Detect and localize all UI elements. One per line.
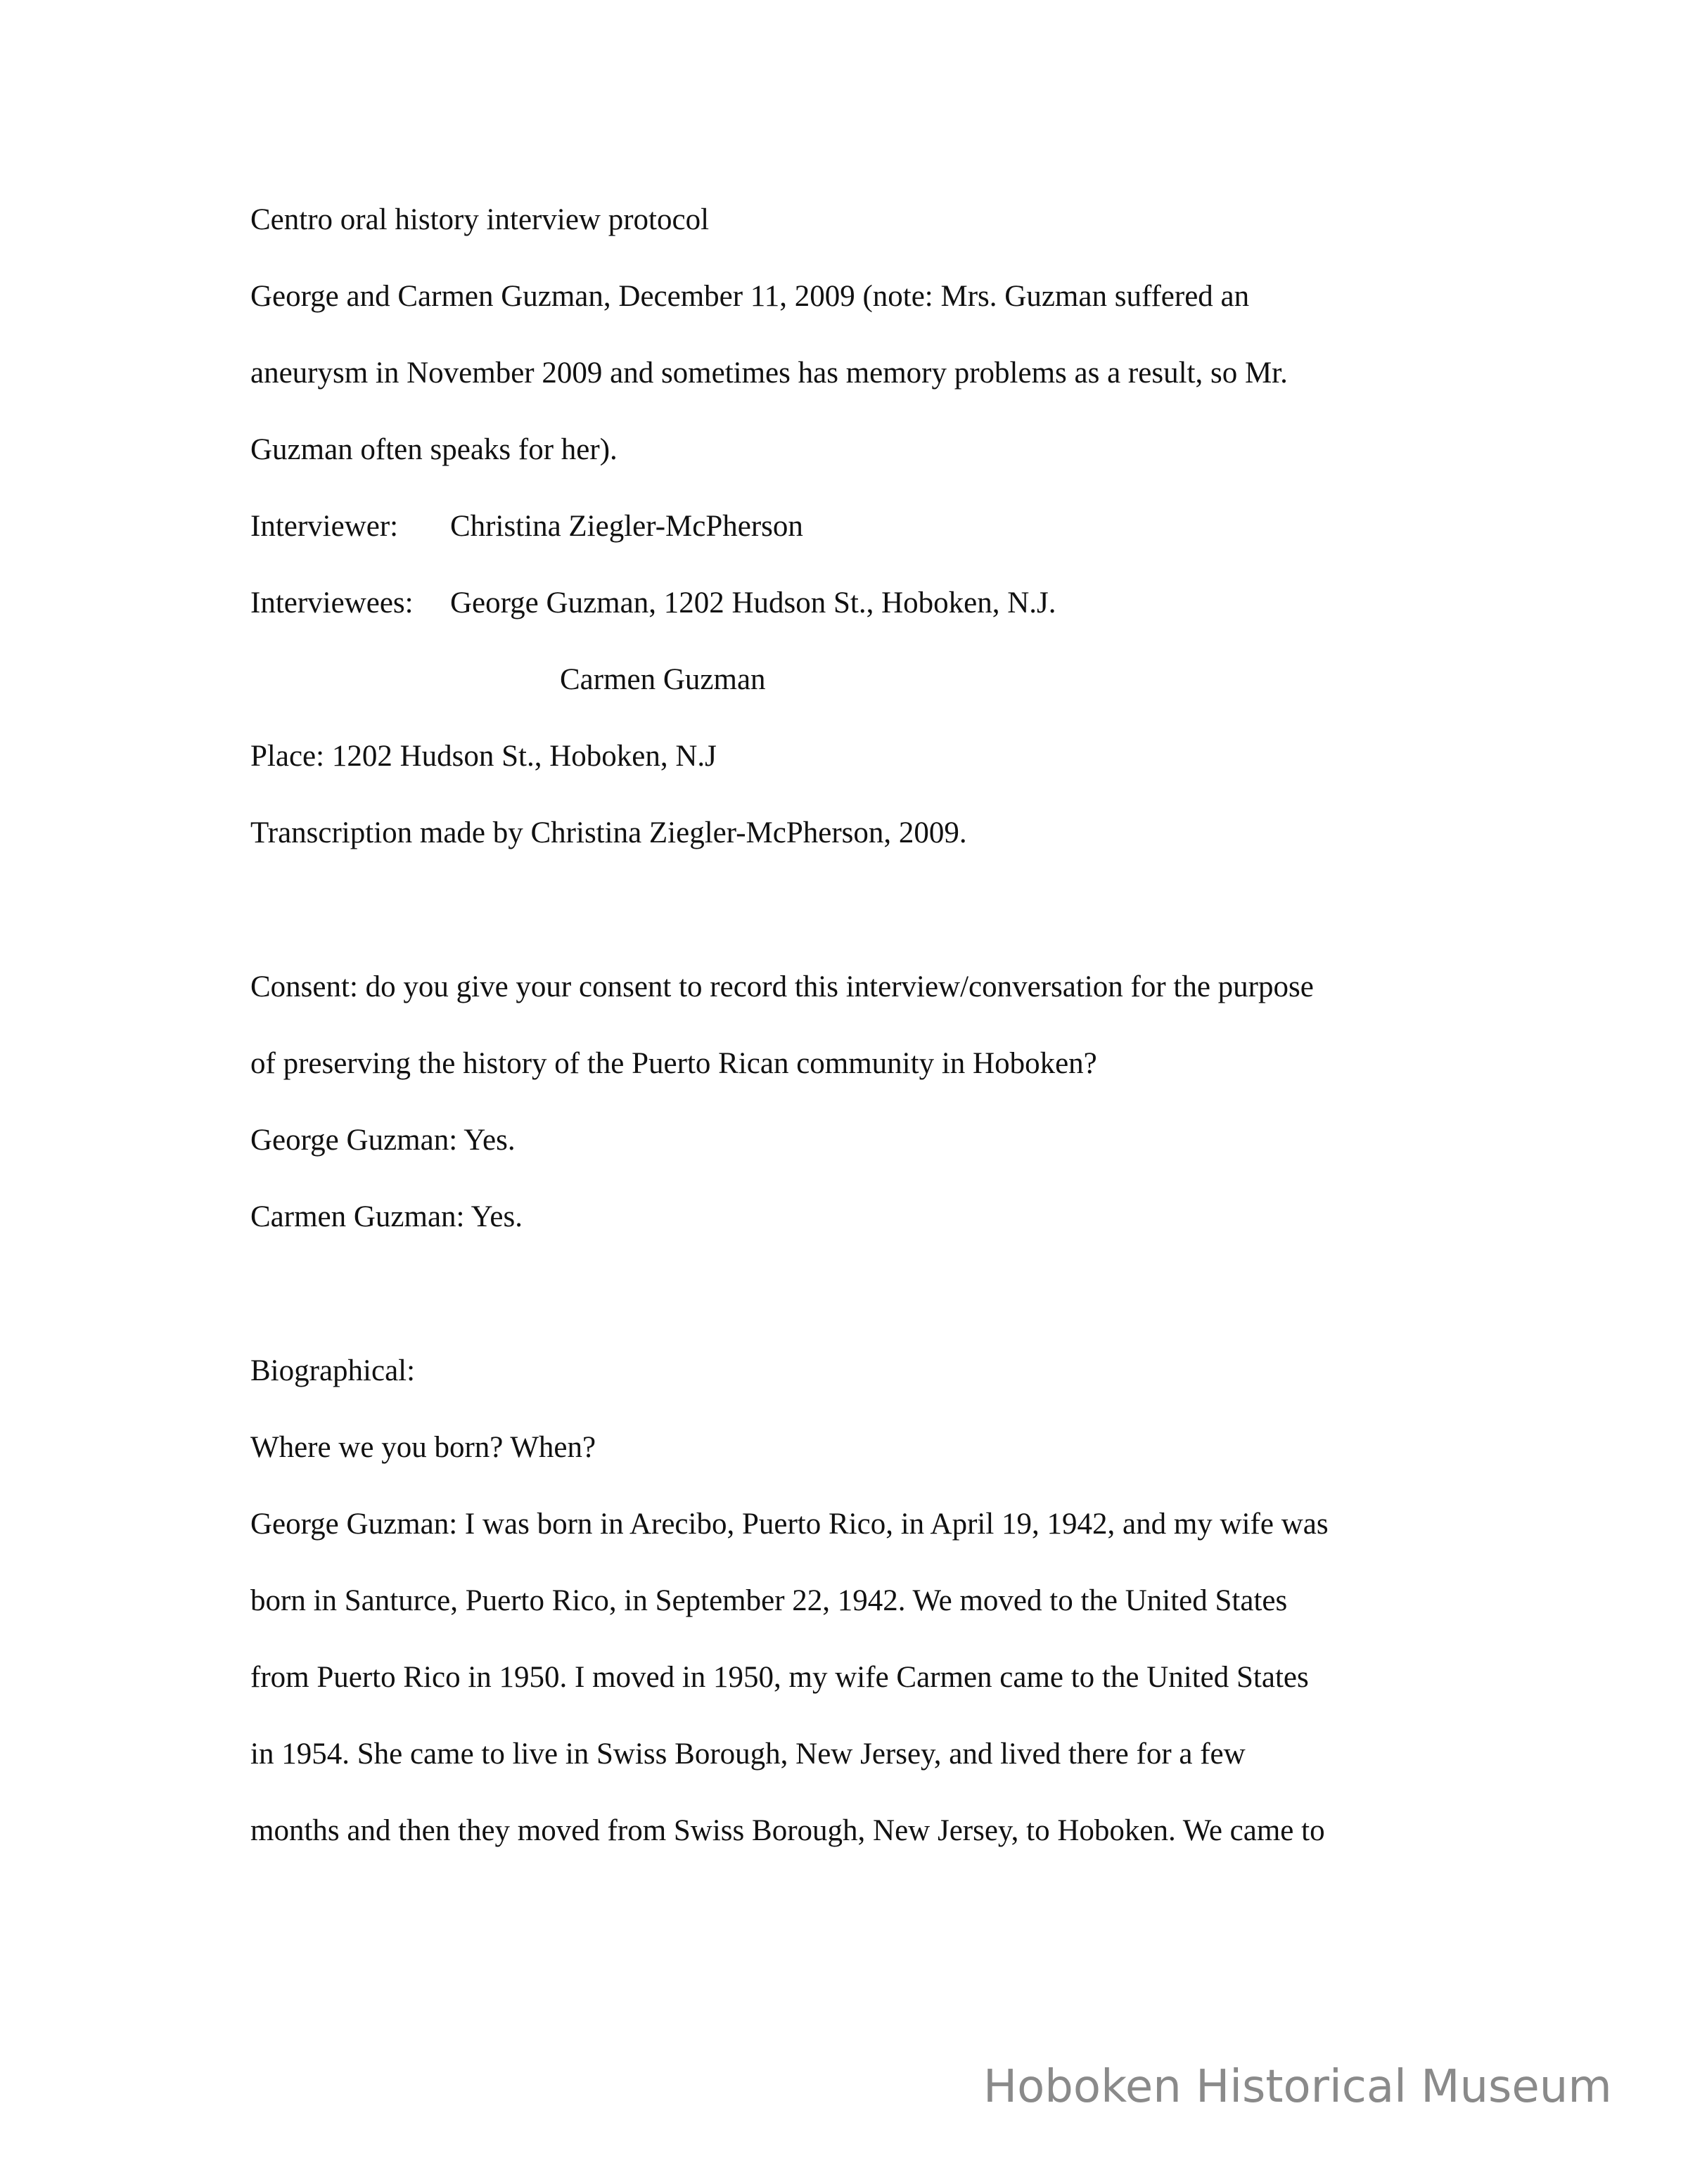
museum-watermark: Hoboken Historical Museum <box>983 2061 1612 2113</box>
consent-answer: Carmen Guzman: Yes. <box>250 1200 523 1233</box>
answer-line: months and then they moved from Swiss Borough, New Jersey, to Hoboken. We came to <box>250 1814 1325 1847</box>
intro-line: aneurysm in November 2009 and sometimes has memory problems as a result, so Mr. <box>250 356 1288 390</box>
answer-line: born in Santurce, Puerto Rico, in September 22, 1942. We moved to the United States <box>250 1584 1288 1617</box>
interviewer-value: Christina Ziegler-McPherson <box>450 510 803 543</box>
intro-line: George and Carmen Guzman, December 11, 2009 (note: Mrs. Guzman suffered an <box>250 280 1250 313</box>
transcription-line: Transcription made by Christina Ziegler-McPherson, 2009. <box>250 816 967 849</box>
interviewee-george: George Guzman, 1202 Hudson St., Hoboken, N.J. <box>450 586 1056 619</box>
interviewee-carmen: Carmen Guzman <box>560 663 766 696</box>
consent-answer: George Guzman: Yes. <box>250 1124 516 1157</box>
intro-line: Guzman often speaks for her). <box>250 433 618 466</box>
document-title: Centro oral history interview protocol <box>250 203 710 236</box>
answer-line: George Guzman: I was born in Arecibo, Puerto Rico, in April 19, 1942, and my wife was <box>250 1508 1329 1541</box>
question-line: Where we you born? When? <box>250 1431 596 1464</box>
interviewer-label: Interviewer: <box>250 510 399 543</box>
biographical-heading: Biographical: <box>250 1354 416 1387</box>
interviewees-row <box>250 585 1056 622</box>
answer-line: in 1954. She came to live in Swiss Borough, New Jersey, and lived there for a few <box>250 1737 1246 1771</box>
answer-line: from Puerto Rico in 1950. I moved in 1950, my wife Carmen came to the United States <box>250 1661 1309 1694</box>
interviewees-label: Interviewees: <box>250 586 414 619</box>
interviewer-row <box>250 508 803 545</box>
place-line: Place: 1202 Hudson St., Hoboken, N.J <box>250 740 717 773</box>
consent-line: of preserving the history of the Puerto Rican community in Hoboken? <box>250 1047 1097 1080</box>
consent-line: Consent: do you give your consent to record this interview/conversation for the purpose <box>250 970 1314 1003</box>
